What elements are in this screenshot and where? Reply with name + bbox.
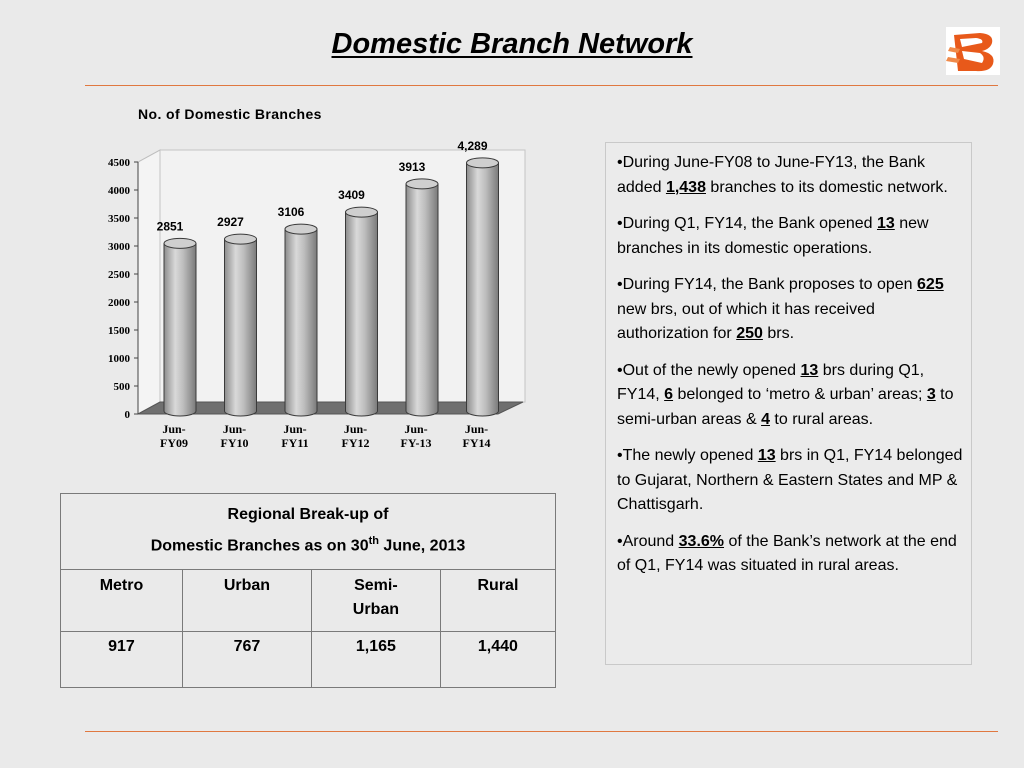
x-tick-label-line: FY-13 [400,436,432,450]
x-tick-label-line: Jun- [343,422,368,436]
x-tick-label [160,422,188,450]
bullet-item [617,212,963,261]
x-tick-label-line: FY12 [341,436,370,450]
table-cell: 1,440 [440,632,555,688]
bullet-text: •During June-FY08 to June-FY13, the Bank added [617,154,925,196]
bar-body [285,229,317,416]
x-tick-label-line: Jun- [404,422,428,436]
bullet-highlight: 4 [761,410,770,428]
bullet-highlight: 625 [917,276,944,293]
bar-body [164,243,196,416]
bar-body [467,163,499,416]
table-row [61,632,556,688]
bullet-highlight: 33.6% [678,532,725,550]
data-label: 3409 [338,188,365,203]
y-tick-label: 0 [124,409,130,421]
bullet-highlight: 3 [926,386,936,403]
bullet-text: brs during Q1, FY14, [617,361,925,403]
x-tick-label [221,422,249,450]
x-tick-label-line: Jun- [283,422,307,436]
bullet-text: of the Bank’s network at the end of Q1, FY14 was situated in rural areas. [617,532,957,574]
regional-breakup-table [60,493,556,688]
data-label: 4,289 [457,138,488,153]
bullet-text: brs in Q1, FY14 belonged to Gujarat, Northern & Eastern States and MP & Chattisgarh. [617,447,963,513]
x-tick-label-line: Jun- [222,422,247,436]
bar-body [225,239,257,416]
bullet-item [617,151,963,200]
x-tick-label [281,422,308,450]
bar [285,224,317,416]
bullet-text: •The newly opened [617,447,758,464]
bar-top [164,238,196,248]
x-tick-label-line: FY10 [220,436,249,450]
col-header: Metro [61,570,183,632]
data-label: 2851 [156,219,184,234]
table-cell: 917 [61,632,183,688]
y-tick-label: 3000 [108,241,130,253]
col-header: Semi- Urban [311,570,440,632]
bullet-text: belonged to ‘metro & urban’ areas; [673,386,927,403]
bullet-highlight: 13 [800,361,819,379]
bullet-text: to semi-urban areas & [617,386,954,428]
bullet-text: to rural areas. [769,410,874,428]
bullet-item [617,273,963,347]
x-tick-label [342,422,370,450]
x-tick-label-line: FY14 [462,436,491,450]
bullet-text: brs. [762,325,795,342]
bullet-highlight: 250 [736,325,763,342]
x-tick-label [463,422,491,450]
x-tick-label-line: Jun- [464,422,489,436]
data-label: 3106 [277,205,305,220]
bar [164,238,196,416]
bullet-highlight: 13 [757,447,776,464]
chart-title: No. of Domestic Branches [138,106,322,122]
y-tick-label: 2000 [108,297,130,309]
bar-top [285,224,317,234]
caption-line-1: Regional Break-up of [227,506,389,523]
caption-line-2: Domestic Branches as on 30th June, 2013 [150,535,466,555]
bullet-highlight: 13 [876,215,895,232]
top-divider [85,85,998,86]
bullet-item [617,530,963,579]
bank-logo-icon [946,27,1000,75]
chart-side-wall [138,150,160,414]
bar [225,234,257,416]
bullet-text: new branches in its domestic operations. [617,215,929,257]
branches-bar-chart [80,135,540,460]
bullet-highlight: 6 [664,386,674,403]
y-tick-label: 4500 [108,157,130,169]
data-label: 3913 [398,159,426,174]
bullet-item [617,359,963,433]
bullet-item [617,444,963,518]
y-tick-label: 500 [113,381,130,393]
bar-body [346,212,378,416]
bottom-divider [85,731,998,732]
bullet-text: branches to its domestic network. [705,178,948,196]
table-header-row [61,570,556,632]
bar-top [225,234,257,244]
page-title: Domestic Branch Network [331,28,693,60]
table-cell: 767 [182,632,311,688]
col-header: Urban [182,570,311,632]
y-tick-label: 1500 [108,325,130,337]
x-tick-label-line: Jun- [162,422,186,436]
bullet-text: •During FY14, the Bank proposes to open [617,276,918,293]
table-caption [61,494,556,570]
table-cell: 1,165 [311,632,440,688]
bullet-text: new brs, out of which it has received authorization for [617,300,875,342]
x-tick-label-line: FY11 [281,436,309,450]
highlights-panel [605,142,972,665]
bar [467,158,499,416]
x-tick-label-line: FY09 [160,436,188,450]
bar-top [346,207,378,217]
bar-top [467,158,499,168]
y-tick-label: 2500 [108,269,130,281]
bar [346,207,378,416]
bullet-text: •Around [617,532,679,550]
col-header: Rural [440,570,555,632]
bar-top [406,179,438,189]
bar-body [406,184,438,416]
y-tick-label: 4000 [108,185,130,197]
data-label: 2927 [217,215,244,230]
bullet-text: •Out of the newly opened [617,361,801,379]
y-tick-label: 3500 [108,213,130,225]
x-tick-label [401,422,432,450]
y-tick-label: 1000 [108,353,130,365]
bullet-text: •During Q1, FY14, the Bank opened [617,215,877,232]
bar [406,179,438,416]
bullet-highlight: 1,438 [665,178,706,196]
